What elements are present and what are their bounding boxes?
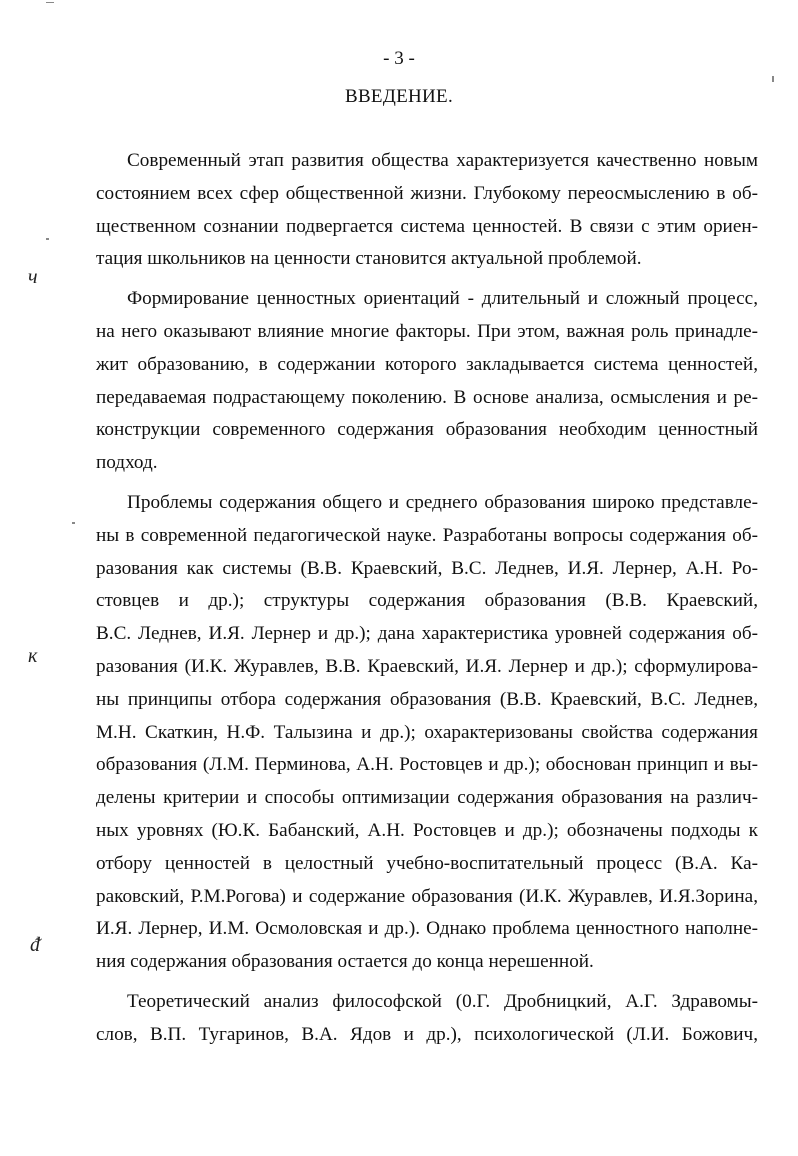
scan-speck — [772, 76, 774, 82]
text-line: состоянием всех сфер общественной жизни. Глубокому переосмыслению в об- — [96, 182, 758, 204]
text-line: Теоретический анализ философской (0.Г. Дробницкий, А.Г. Здравомы- — [127, 990, 758, 1012]
margin-mark: к — [28, 645, 38, 667]
text-line: разования (И.К. Журавлев, В.В. Краевский, И.Я. Лернер и др.); сформулирова- — [96, 655, 758, 677]
scan-speck — [72, 522, 75, 524]
paragraph-2 — [96, 283, 758, 480]
text-line: В.С. Леднев, И.Я. Лернер и др.); дана характеристика уровней содержания об- — [96, 623, 758, 645]
text-line: подход. — [96, 452, 158, 474]
text-line: слов, В.П. Тугаринов, В.А. Ядов и др.), психологической (Л.И. Божович, — [96, 1023, 758, 1045]
text-line: Формирование ценностных ориентаций - длительный и сложный процесс, — [127, 288, 758, 310]
paragraph-1 — [96, 145, 758, 276]
text-line: Современный этап развития общества характеризуется качественно новым — [127, 150, 758, 171]
text-line: щественном сознании подвергается система ценностей. В связи с этим ориен- — [96, 215, 758, 237]
paragraph-3 — [96, 487, 758, 979]
text-line: конструкции современного содержания образования необходим ценностный — [96, 419, 758, 441]
text-line: образования (Л.М. Перминова, А.Н. Ростовцев и др.); обоснован принцип и вы- — [96, 754, 758, 776]
paragraph-4 — [96, 986, 758, 1052]
margin-mark: ч — [28, 266, 38, 288]
text-line: ных уровнях (Ю.К. Бабанский, А.Н. Ростовцев и др.); обозначены подходы к — [96, 819, 758, 841]
text-line: передаваемая подрастающему поколению. В основе анализа, осмысления и ре- — [96, 386, 758, 408]
document-body — [96, 145, 758, 1052]
text-line: на него оказывают влияние многие факторы. При этом, важная роль принадле- — [96, 320, 758, 342]
page-number: - 3 - — [383, 48, 415, 69]
text-line: М.Н. Скаткин, Н.Ф. Талызина и др.); охарактеризованы свойства содержания — [96, 721, 758, 743]
scan-speck — [46, 238, 49, 240]
text-line: ния содержания образования остается до конца нерешенной. — [96, 951, 594, 973]
text-line: тация школьников на ценности становится актуальной проблемой. — [96, 248, 642, 270]
text-line: ны принципы отбора содержания образования (В.В. Краевский, В.С. Леднев, — [96, 688, 758, 710]
text-line: стовцев и др.); структуры содержания образования (В.В. Краевский, — [96, 590, 758, 612]
scan-speck — [46, 2, 54, 3]
text-line: отбору ценностей в целостный учебно-воспитательный процесс (В.А. Ка- — [96, 852, 758, 874]
text-line: разования как системы (В.В. Краевский, В.С. Леднев, И.Я. Лернер, А.Н. Ро- — [96, 557, 758, 579]
margin-mark: ᵭ — [30, 934, 40, 956]
text-line: Проблемы содержания общего и среднего образования широко представле- — [127, 491, 758, 513]
text-line: И.Я. Лернер, И.М. Осмоловская и др.). Однако проблема ценностного наполне- — [96, 918, 758, 940]
text-line: делены критерии и способы оптимизации содержания образования на различ- — [96, 787, 758, 809]
text-line: раковский, Р.М.Рогова) и содержание образования (И.К. Журавлев, И.Я.Зорина, — [96, 885, 758, 907]
text-line: жит образованию, в содержании которого закладывается система ценностей, — [96, 353, 758, 375]
text-line: ны в современной педагогической науке. Разработаны вопросы содержания об- — [96, 524, 758, 546]
page-title: ВВЕДЕНИЕ. — [344, 86, 454, 107]
